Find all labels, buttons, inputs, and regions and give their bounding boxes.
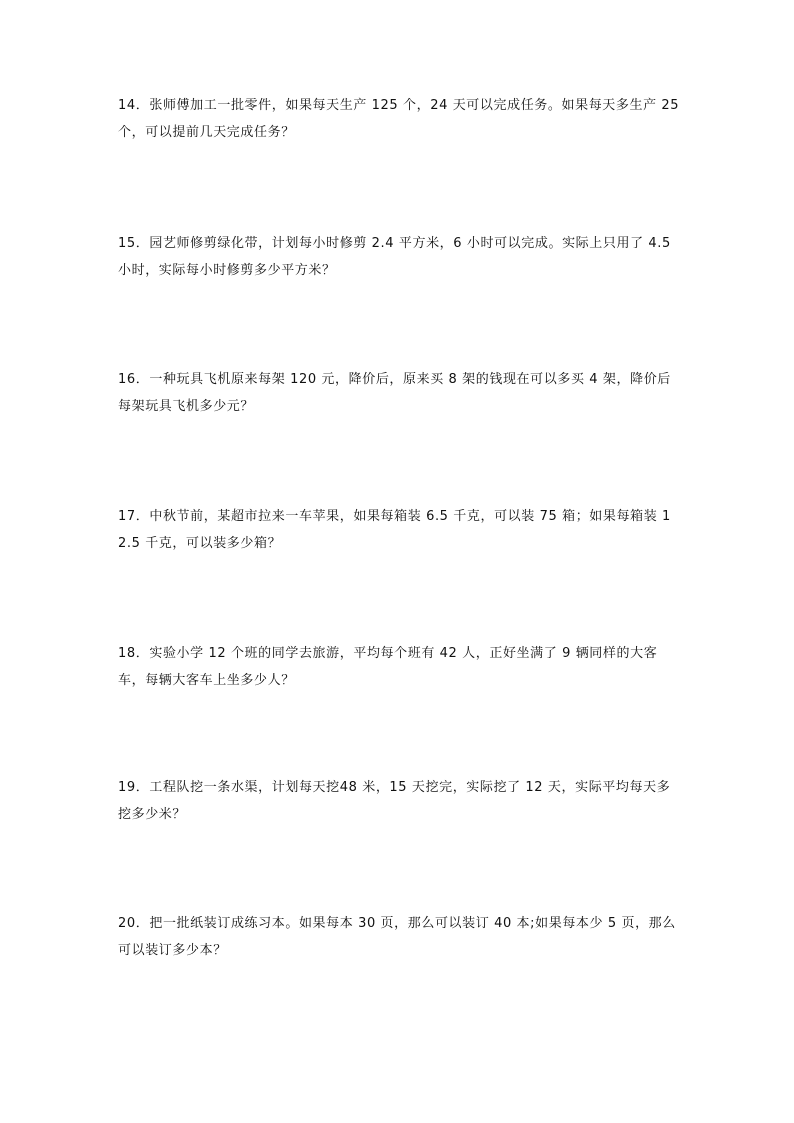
problem-16-text xyxy=(118,366,683,420)
problem-15-body: 园艺师修剪绿化带，计划每小时修剪 2.4 平方米，6 小时可以完成。实际上只用了 4.5 小时，实际每小时修剪多少平方米？ xyxy=(118,236,676,278)
problem-16 xyxy=(118,366,683,420)
problem-14-number: 14． xyxy=(118,98,150,113)
problem-17-number: 17． xyxy=(118,509,150,524)
problem-19-text xyxy=(118,774,683,828)
problem-17-text xyxy=(118,503,683,557)
problem-16-number: 16． xyxy=(118,372,150,387)
problem-20-body: 把一批纸装订成练习本。如果每本 30 页，那么可以装订 40 本;如果每本少 5 页，那么可以装订多少本？ xyxy=(118,916,676,958)
problem-19 xyxy=(118,774,683,828)
problem-18 xyxy=(118,640,683,694)
problem-20-text xyxy=(118,910,683,964)
problem-16-body: 一种玩具飞机原来每架 120 元，降价后，原来买 8 架的钱现在可以多买 4 架，降价后每架玩具飞机多少元？ xyxy=(118,372,671,414)
problem-18-body: 实验小学 12 个班的同学去旅游，平均每个班有 42 人，正好坐满了 9 辆同样的大客车，每辆大客车上坐多少人？ xyxy=(118,646,658,688)
problem-19-body: 工程队挖一条水渠，计划每天挖48 米，15 天挖完，实际挖了 12 天，实际平均每天多挖多少米？ xyxy=(118,780,671,822)
problem-15-text xyxy=(118,230,683,284)
problem-17-body: 中秋节前，某超市拉来一车苹果，如果每箱装 6.5 千克，可以装 75 箱；如果每箱装 12.5 千克，可以装多少箱？ xyxy=(118,509,671,551)
problem-14 xyxy=(118,92,683,146)
problem-20 xyxy=(118,910,683,964)
problem-15 xyxy=(118,230,683,284)
problem-17 xyxy=(118,503,683,557)
problem-18-number: 18． xyxy=(118,646,150,661)
problem-15-number: 15． xyxy=(118,236,150,251)
problem-14-text xyxy=(118,92,683,146)
problem-18-text xyxy=(118,640,683,694)
problem-19-number: 19． xyxy=(118,780,150,795)
problem-14-body: 张师傅加工一批零件，如果每天生产 125 个，24 天可以完成任务。如果每天多生产 25 个，可以提前几天完成任务？ xyxy=(118,98,684,140)
problem-20-number: 20． xyxy=(118,916,150,931)
